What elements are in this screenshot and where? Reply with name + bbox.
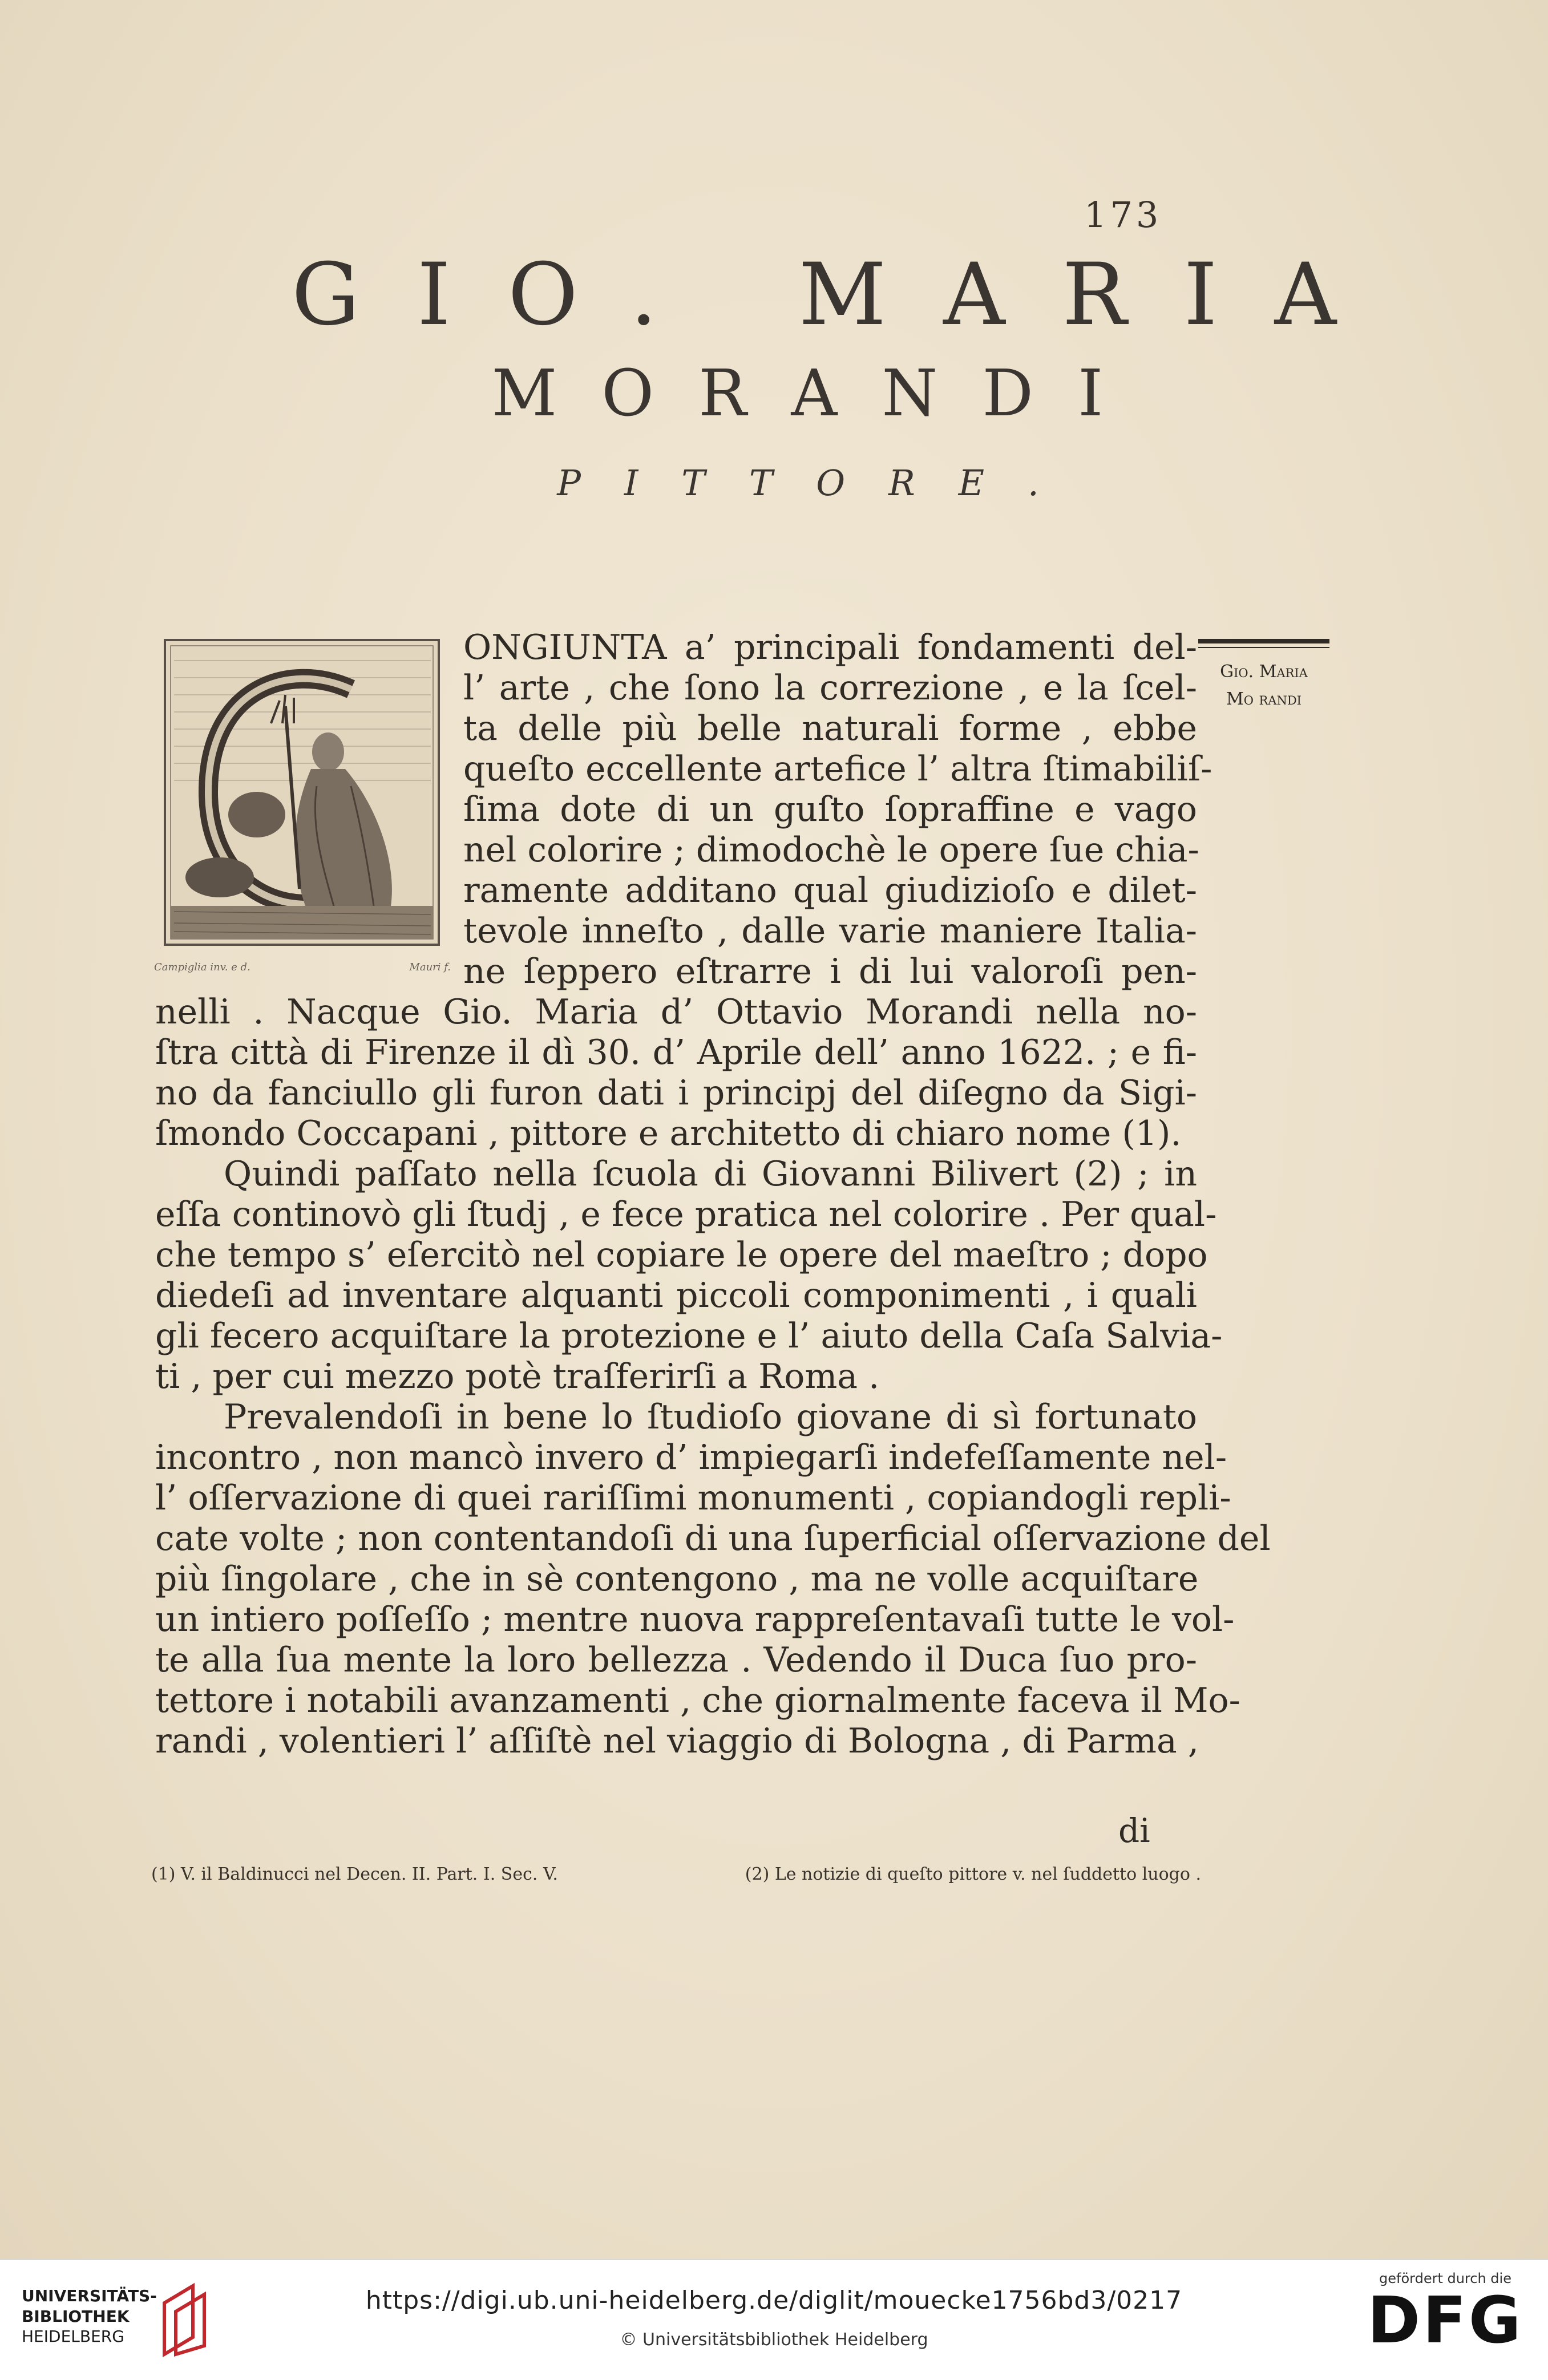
text-line: ONGIUNTA a’ principali fondamenti del- [463, 628, 1197, 667]
text-line: no da fanciullo gli furon dati i principj del diſegno da Sigi- [155, 1073, 1197, 1113]
catchword: di [1118, 1811, 1150, 1850]
text-line: queſto eccellente artefice l’ altra ſtimabiliſ- [463, 749, 1212, 789]
text-line: incontro , non mancò invero d’ impiegarſi indefeſſamente nel- [155, 1438, 1227, 1478]
text-line: nel colorire ; dimodochè le opere ſue chia- [463, 830, 1199, 870]
engraver-name: Mauri f. [409, 961, 451, 973]
library-name-line2: BIBLIOTHEK [22, 2307, 130, 2326]
text-line: tevole inneſto , dalle varie maniere Italia- [463, 911, 1197, 951]
margin-note-line2: Mo randi [1226, 689, 1302, 709]
body-text [155, 628, 1271, 1762]
margin-rule-thick [1198, 639, 1329, 643]
text-line: l’ oſſervazione di quei rariſſimi monumenti , copiandogli repli- [155, 1478, 1231, 1518]
text-line: cate volte ; non contentandoſi di una ſuperficial oſſervazione del [155, 1519, 1271, 1559]
text-line: ſima dote di un guſto ſopraffine e vago [463, 790, 1197, 829]
footnote-1: (1) V. il Baldinucci nel Decen. II. Part. I. Sec. V. [151, 1864, 558, 1884]
margin-rule-thin [1198, 647, 1329, 648]
text-line: ti , per cui mezzo potè traſferirſi a Roma . [155, 1357, 880, 1397]
dfg-logo-text: DFG [1367, 2284, 1523, 2358]
title-profession: PITTORE. [557, 462, 1082, 504]
text-line: ſmondo Coccapani , pittore e architetto di chiaro nome (1). [155, 1114, 1182, 1153]
dfg-logo[interactable] [1365, 2270, 1525, 2367]
text-line: eſſa continovò gli ſtudj , e fece pratica nel colorire . Per qual- [155, 1195, 1217, 1234]
title-name: GIO. MARIA [291, 245, 1394, 345]
text-line: te alla ſua mente la loro bellezza . Vedendo il Duca ſuo pro- [155, 1640, 1197, 1680]
footnote-2: (2) Le notizie di queſto pittore v. nel ſuddetto luogo . [745, 1864, 1201, 1884]
text-line: ne ſeppero eſtrarre i di lui valoroſi pen- [463, 952, 1197, 991]
text-line: Prevalendoſi in bene lo ſtudioſo giovane di sì fortunato [224, 1397, 1197, 1437]
funder-label: gefördert durch die [1379, 2270, 1511, 2286]
permalink-url[interactable]: https://digi.ub.uni-heidelberg.de/diglit/mouecke1756bd3/0217 [365, 2286, 1183, 2315]
text-line: gli fecero acquiſtare la protezione e l’ aiuto della Caſa Salvia- [155, 1316, 1223, 1356]
margin-note [1198, 639, 1329, 713]
library-name-line1: UNIVERSITÄTS- [22, 2286, 157, 2305]
text-line: nelli . Nacque Gio. Maria d’ Ottavio Morandi nella no- [155, 992, 1197, 1032]
text-line: ſtra città di Firenze il dì 30. d’ Aprile dell’ anno 1622. ; e fi- [155, 1033, 1197, 1072]
footnotes [151, 1864, 1201, 1884]
library-city: HEIDELBERG [22, 2327, 124, 2346]
text-line: un intiero poſſeſſo ; mentre nuova rappreſentavaſi tutte le vol- [155, 1600, 1235, 1640]
engraver-inventor: Campiglia inv. e d. [154, 961, 250, 973]
text-line: l’ arte , che ſono la correzione , e la ſcel- [463, 668, 1197, 708]
copyright-notice: © Universitätsbibliothek Heidelberg [620, 2330, 928, 2350]
text-line: più ſingolare , che in sè contengono , ma ne volle acquiſtare [155, 1559, 1199, 1599]
text-line: diedeſi ad inventare alquanti piccoli componimenti , i quali [155, 1276, 1197, 1316]
viewer-footer [0, 2259, 1548, 2380]
text-line: ramente additano qual giudizioſo e dilet- [463, 871, 1197, 910]
page-number: 173 [1084, 194, 1162, 236]
text-line: che tempo s’ eſercitò nel copiare le opere del maeſtro ; dopo [155, 1235, 1208, 1275]
text-line: randi , volentieri l’ aſſiſtè nel viaggio di Bologna , di Parma , [155, 1721, 1199, 1761]
title-surname: MORANDI [491, 357, 1148, 431]
text-line: Quindi paſſato nella ſcuola di Giovanni Bilivert (2) ; in [224, 1154, 1197, 1194]
text-line: ta delle più belle naturali forme , ebbe [463, 709, 1197, 748]
text-line: tettore i notabili avanzamenti , che giornalmente faceva il Mo- [155, 1681, 1240, 1721]
margin-note-line1: Gio. Maria [1220, 662, 1308, 682]
